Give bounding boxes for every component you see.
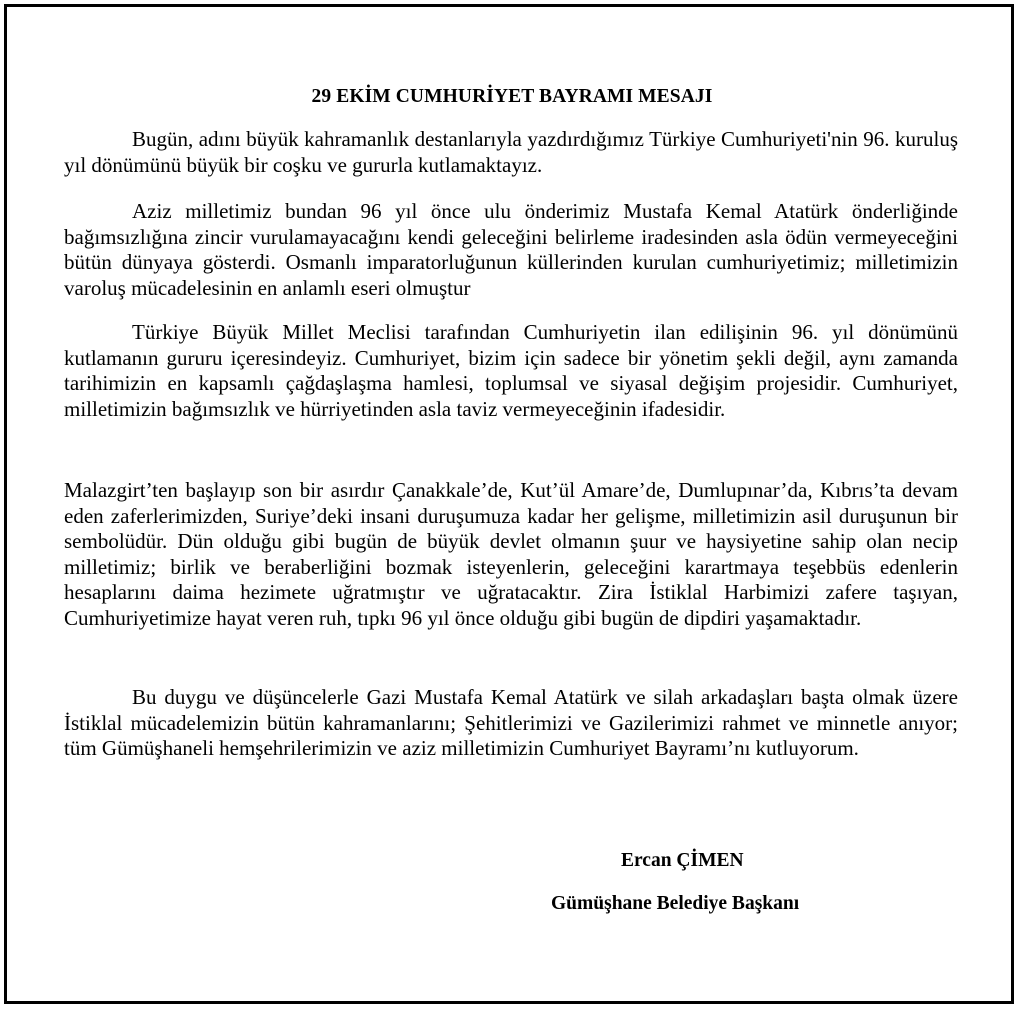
paragraph-ataturk: Aziz milletimiz bundan 96 yıl önce ulu önderimiz Mustafa Kemal Atatürk önderliğinde bağımsızlığına zincir vurulamayacağını kendi geleceğini belirleme iradesinden asla ödün vermeyeceğini bütün dünyaya gösterdi. Osmanlı imparatorluğunun küllerinden kurulan cumhuriyetimiz; milletimizin varoluş mücadelesinin en anlamlı eseri olmuştur	[64, 199, 958, 300]
paragraph-closing: Bu duygu ve düşüncelerle Gazi Mustafa Kemal Atatürk ve silah arkadaşları başta olmak üzere İstiklal mücadelemizin bütün kahramanlarını; Şehitlerimizi ve Gazilerimizi rahmet ve minnetle anıyor; tüm Gümüşhaneli hemşehrilerimizin ve aziz milletimizin Cumhuriyet Bayramı’nı kutluyorum.	[64, 685, 958, 760]
paragraph-victories: Malazgirt’ten başlayıp son bir asırdır Çanakkale’de, Kut’ül Amare’de, Dumlupınar’da, Kıbrıs’ta devam eden zaferlerimizden, Suriye’deki insani duruşumuza kadar her gelişme, milletimizin asil duruşunun bir sembolüdür. Dün olduğu gibi bugün de büyük devlet olmanın şuur ve haysiyetine sahip olan necip milletimiz; birlik ve beraberliğini bozmak isteyenlerin, geleceğini karartmaya teşebbüs edenlerin hesaplarını daima hezimete uğratmıştır ve uğratacaktır. Zira İstiklal Harbimizi zafere taşıyan, Cumhuriyetimize hayat veren ruh, tıpkı 96 yıl önce olduğu gibi bugün de dipdiri yaşamaktadır.	[64, 478, 958, 630]
signature-name: Ercan ÇİMEN	[621, 850, 744, 871]
signature-position: Gümüşhane Belediye Başkanı	[551, 893, 800, 914]
paragraph-intro: Bugün, adını büyük kahramanlık destanlarıyla yazdırdığımız Türkiye Cumhuriyeti'nin 96. kuruluş yıl dönümünü büyük bir coşku ve gururla kutlamaktayız.	[64, 127, 958, 177]
paragraph-tbmm: Türkiye Büyük Millet Meclisi tarafından Cumhuriyetin ilan edilişinin 96. yıl dönümünü kutlamanın gururu içeresindeyiz. Cumhuriyet, bizim için sadece bir yönetim şekli değil, aynı zamanda tarihimizin en kapsamlı çağdaşlaşma hamlesi, toplumsal ve siyasal değişim projesidir. Cumhuriyet, milletimizin bağımsızlık ve hürriyetinden asla taviz vermeyeceğinin ifadesidir.	[64, 320, 958, 421]
document-title: 29 EKİM CUMHURİYET BAYRAMI MESAJI	[311, 86, 713, 107]
